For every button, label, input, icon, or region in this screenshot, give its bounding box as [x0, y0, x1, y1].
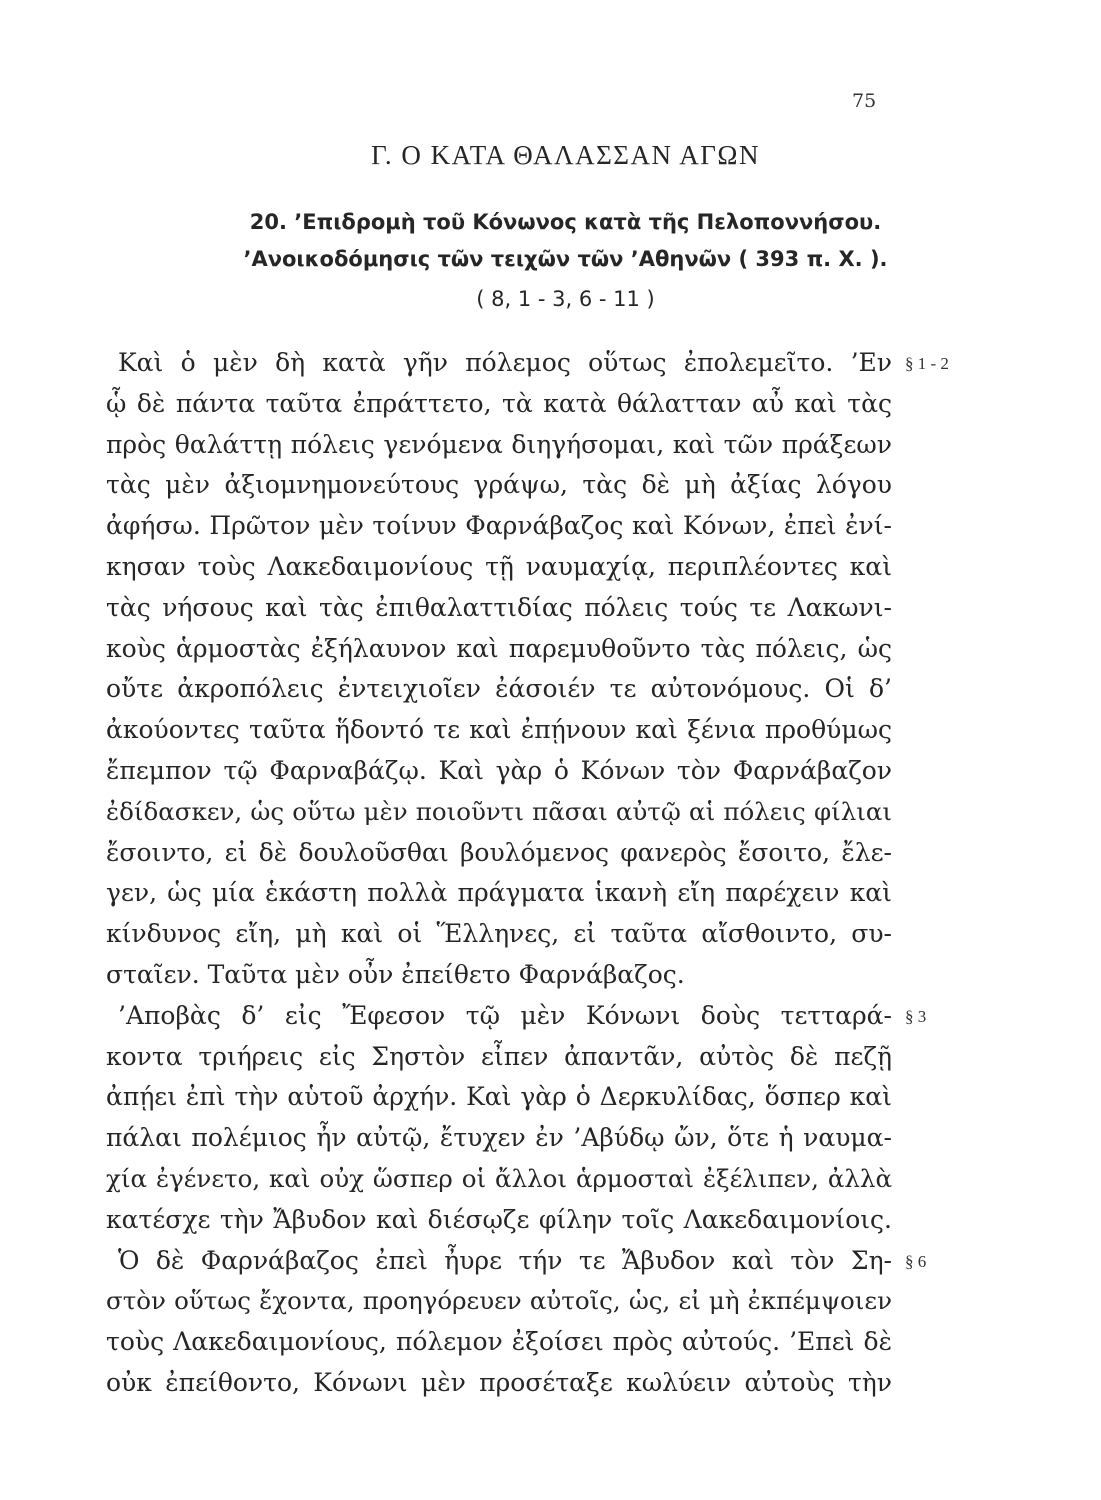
text-line: κοὺς ἁρμοστὰς ἐξήλαυνον καὶ παρεμυθοῦντο τὰς πόλεις, ὡς — [106, 633, 892, 663]
body-text — [106, 343, 892, 1404]
text-line: Καὶ ὁ μὲν δὴ κατὰ γῆν πόλεμος οὕτως ἐπολεμεῖτο. ’Εν — [118, 348, 892, 377]
text-line: χία ἐγένετο, καὶ οὐχ ὥσπερ οἱ ἄλλοι ἁρμοσταὶ ἐξέλιπεν, ἀλλὰ — [106, 1163, 892, 1193]
margin-note-section-1-2: § 1 - 2 — [905, 354, 949, 373]
text-line: οὔτε ἀκροπόλεις ἐντειχιοῖεν ἐάσοιέν τε αὐτονόμους. Οἱ δ’ — [106, 674, 892, 704]
text-line: ’Αποβὰς δ’ εἰς Ἔφεσον τῷ μὲν Κόνωνι δοὺς τετταρά- — [118, 1000, 892, 1030]
text-line: ἔσοιντο, εἰ δὲ δουλοῦσθαι βουλόμενος φανερὸς ἔσοιτο, ἔλε- — [106, 837, 892, 867]
chapter-heading-line-1: 20. ’Επιδρομὴ τοῦ Κόνωνος κατὰ τῆς Πελοποννήσου. — [249, 210, 882, 234]
text-line: κατέσχε τὴν Ἄβυδον καὶ διέσῳζε φίλην τοῖς Λακεδαιμονίοις. — [106, 1204, 892, 1234]
text-line: Ὁ δὲ Φαρνάβαζος ἐπεὶ ἦυρε τήν τε Ἄβυδον καὶ τὸν Ση- — [118, 1245, 892, 1275]
text-line: τὰς μὲν ἀξιομνημονεύτους γράψω, τὰς δὲ μὴ ἀξίας λόγου — [106, 470, 892, 500]
text-line: ἐδίδασκεν, ὡς οὕτω μὲν ποιοῦντι πᾶσαι αὐτῷ αἱ πόλεις φίλιαι — [106, 796, 892, 826]
text-line: τοὺς Λακεδαιμονίους, πόλεμον ἐξοίσει πρὸς αὐτούς. ’Επεὶ δὲ — [106, 1327, 892, 1357]
text-line: ἀπῄει ἐπὶ τὴν αὑτοῦ ἀρχήν. Καὶ γὰρ ὁ Δερκυλίδας, ὅσπερ καὶ — [106, 1082, 892, 1112]
text-line: στὸν οὕτως ἔχοντα, προηγόρευεν αὐτοῖς, ὡς, εἰ μὴ ἐκπέμψοιεν — [106, 1286, 892, 1316]
text-line: ἔπεμπον τῷ Φαρναβάζῳ. Καὶ γὰρ ὁ Κόνων τὸν Φαρνάβαζον — [106, 755, 892, 785]
text-line: τὰς νήσους καὶ τὰς ἐπιθαλαττιδίας πόλεις τούς τε Λακωνι- — [106, 592, 892, 622]
text-line: κίνδυνος εἴη, μὴ καὶ οἱ Ἕλληνες, εἰ ταῦτα αἴσθοιντο, συ- — [106, 919, 892, 949]
margin-note-section-6: § 6 — [905, 1252, 927, 1271]
text-line: πάλαι πολέμιος ἦν αὐτῷ, ἔτυχεν ἐν ’Αβύδῳ ὤν, ὅτε ἡ ναυμα- — [106, 1123, 892, 1153]
text-line: πρὸς θαλάττῃ πόλεις γενόμενα διηγήσομαι, καὶ τῶν πράξεων — [106, 429, 892, 459]
text-line: ᾧ δὲ πάντα ταῦτα ἐπράττετο, τὰ κατὰ θάλατταν αὖ καὶ τὰς — [106, 388, 892, 418]
text-line: κησαν τοὺς Λακεδαιμονίους τῇ ναυμαχίᾳ, περιπλέοντες καὶ — [106, 551, 892, 581]
text-line: γεν, ὡς μία ἑκάστη πολλὰ πράγματα ἱκανὴ εἴη παρέχειν καὶ — [106, 878, 892, 908]
text-line: κοντα τριήρεις εἰς Σηστὸν εἶπεν ἀπαντᾶν, αὐτὸς δὲ πεζῇ — [106, 1041, 892, 1071]
text-line: ἀκούοντες ταῦτα ἥδοντό τε καὶ ἐπῄνουν καὶ ξένια προθύμως — [106, 715, 892, 745]
page-number: 75 — [852, 90, 877, 112]
text-line: οὐκ ἐπείθοντο, Κόνωνι μὲν προσέταξε κωλύειν αὐτοὺς τὴν — [106, 1367, 892, 1397]
text-line: σταῖεν. Ταῦτα μὲν οὖν ἐπείθετο Φαρνάβαζος. — [106, 959, 685, 989]
chapter-heading-line-2: ’Ανοικοδόμησις τῶν τειχῶν τῶν ’Αθηνῶν ( 393 π. Χ. ). — [243, 247, 888, 271]
margin-note-section-3: § 3 — [905, 1007, 927, 1026]
source-reference: ( 8, 1 - 3, 6 - 11 ) — [476, 287, 655, 311]
section-title: Γ. Ο ΚΑΤΑ ΘΑΛΑΣΣΑΝ ΑΓΩΝ — [371, 140, 760, 170]
text-line: ἀφήσω. Πρῶτον μὲν τοίνυν Φαρνάβαζος καὶ Κόνων, ἐπεὶ ἐνί- — [106, 511, 892, 541]
